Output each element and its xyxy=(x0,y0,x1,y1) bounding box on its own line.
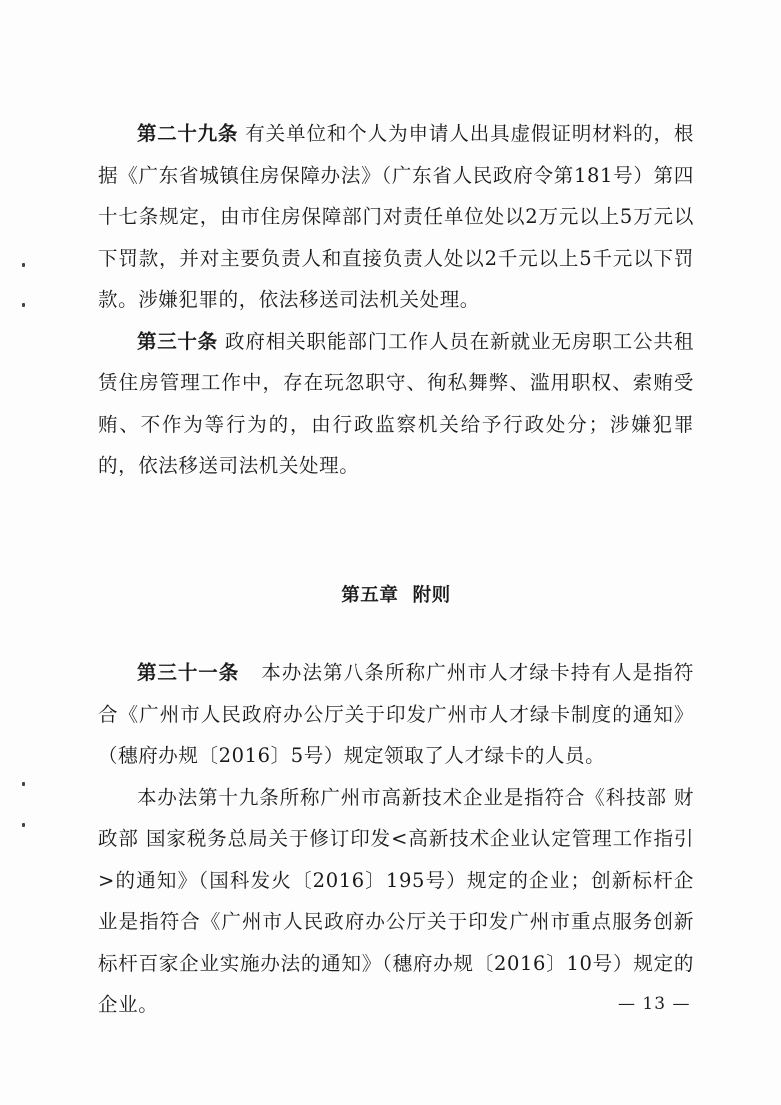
article-31-heading: 第三十一条 xyxy=(137,661,240,684)
scan-speck xyxy=(22,823,25,827)
page-number: — 13 — xyxy=(618,994,691,1014)
article-31-second-paragraph: 本办法第十九条所称广州市高新技术企业是指符合《科技部 财政部 国家税务总局关于修订印发<高新技术企业认定管理工作指引>的通知》（国科发火〔2016〕195号）规定的企业；创新标杆企业是指符合《广州市人民政府办公厅关于印发广州市重点服务创新标杆百家企业实施办法的通知》（穗府办规〔2016〕10号）规定的企业。 xyxy=(98,785,694,1016)
article-29-paragraph xyxy=(98,113,694,321)
article-30-heading: 第三十条 xyxy=(137,329,218,353)
section-spacer xyxy=(98,616,694,652)
section-spacer xyxy=(98,487,694,575)
article-30-text: 政府相关职能部门工作人员在新就业无房职工公共租赁住房管理工作中，存在玩忽职守、徇私舞弊、滥用职权、索贿受贿、不作为等行为的，由行政监察机关给予行政处分；涉嫌犯罪的，依法移送司法机关处理。 xyxy=(98,329,694,477)
chapter-title: 第五章 附则 xyxy=(341,584,451,606)
article-29-text: 有关单位和个人为申请人出具虚假证明材料的，根据《广东省城镇住房保障办法》（广东省人民政府令第181号）第四十七条规定，由市住房保障部门对责任单位处以2万元以上5万元以下罚款，并对主要负责人和直接负责人处以2千元以上5千元以下罚款。涉嫌犯罪的，依法移送司法机关处理。 xyxy=(98,122,694,311)
article-31-text: 本办法第八条所称广州市人才绿卡持有人是指符合《广州市人民政府办公厅关于印发广州市人才绿卡制度的通知》（穗府办规〔2016〕5号）规定领取了人才绿卡的人员。 xyxy=(98,661,694,767)
article-29-heading: 第二十九条 xyxy=(137,122,239,145)
article-30-paragraph xyxy=(98,321,694,487)
scan-speck xyxy=(22,782,25,786)
scan-speck xyxy=(22,303,25,307)
article-31-paragraph xyxy=(98,652,694,777)
document-body xyxy=(98,113,694,1026)
scan-speck xyxy=(22,263,25,267)
